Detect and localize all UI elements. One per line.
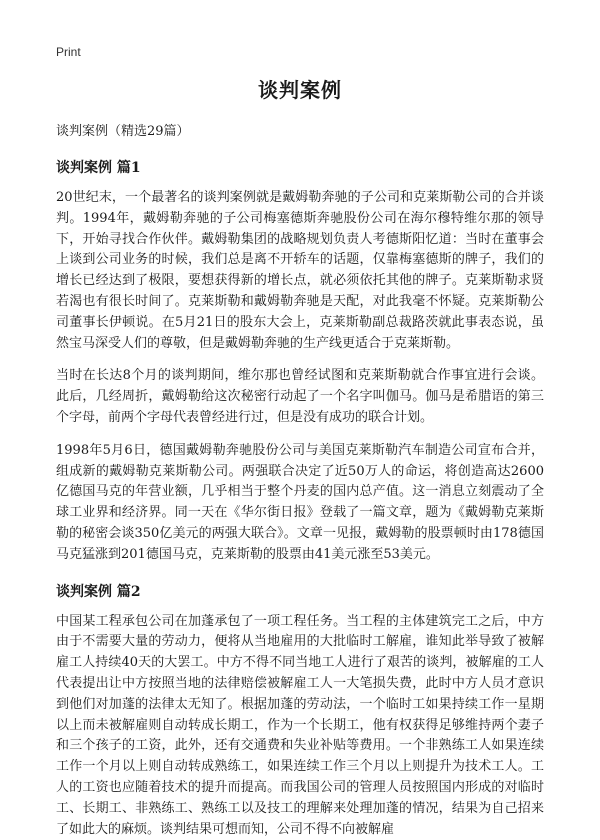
section-heading: 谈判案例 篇2 xyxy=(56,583,141,600)
page-title: 谈判案例 xyxy=(258,78,342,102)
section-heading: 谈判案例 篇1 xyxy=(56,160,141,176)
print-link[interactable]: Print xyxy=(56,45,81,59)
section-2 xyxy=(56,582,544,840)
paragraph: 1998年5月6日，德国戴姆勒奔驰股份公司与美国克莱斯勒汽车制造公司宣布合并，组成新的戴姆勒克莱斯勒公司。两强联合决定了近50万人的命运，将创造高达2600亿德国马克的年营业额，几乎相当于整个丹麦的国内总产值。这一消息立刻震动了全球工业界和经济界。同一天在《华尔街日报》登载了一篇文章，题为《戴姆勒克莱斯勒的秘密会谈350亿美元的两强大联合》。文章一见报，戴姆勒的股票顿时由178德国马克猛涨到201德国马克，克莱斯勒的股票由41美元涨至53美元。 xyxy=(56,442,544,562)
page-subtitle: 谈判案例（精选29篇） xyxy=(56,124,190,139)
section-1 xyxy=(56,158,544,566)
paragraph: 当时在长达8个月的谈判期间，维尔那也曾经试图和克莱斯勒就合作事宜进行会谈。此后，几经周折，戴姆勒给这次秘密行动起了一个名字叫伽马。伽马是希腊语的第三个字母，前两个字母代表曾经进行过，但是没有成功的联合计划。 xyxy=(56,368,544,425)
paragraph: 中国某工程承包公司在加蓬承包了一项工程任务。当工程的主体建筑完工之后，中方由于不需要大量的劳动力，便将从当地雇用的大批临时工解雇，谁知此举导致了被解雇工人持续40天的大罢工。中方不得不同当地工人进行了艰苦的谈判，被解雇的工人代表提出让中方按照当地的法律赔偿被解雇工人一大笔损失费，此时中方人员才意识到他们对加蓬的法律太无知了。根据加蓬的劳动法，一个临时工如果持续工作一星期以上而未被解雇则自动转成长期工，作为一个长期工，他有权获得足够维持两个妻子和三个孩子的工资，此外，还有交通费和失业补贴等费用。一个非熟练工人如果连续工作一个月以上则自动转成熟练工，如果连续工作三个月以上则提升为技术工人。工人的工资也应随着技术的提升而提高。而我国公司的管理人员按照国内形成的对临时工、长期工、非熟练工、熟练工以及技工的理解来处理加蓬的情况，结果为自己招来了如此大的麻烦。谈判结果可想而知，公司不得不向被解雇 xyxy=(56,613,544,837)
paragraph: 20世纪末，一个最著名的谈判案例就是戴姆勒奔驰的子公司和克莱斯勒公司的合并谈判。1994年，戴姆勒奔驰的子公司梅塞德斯奔驰股份公司在海尔穆特维尔那的领导下，开始寻找合作伙伴。戴姆勒集团的战略规划负责人考德斯阳忆道：当时在董事会上谈到公司业务的时候，我们总是离不开轿车的话题，仅靠梅塞德斯的牌子，我们的增长已经达到了极限，要想获得新的增长点，就必须依托其他的牌子。克莱斯勒求贤若渴也有很长时间了。克莱斯勒和戴姆勒奔驰是天配，对此我毫不怀疑。克莱斯勒公司董事长伊顿说。在5月21日的股东大会上，克莱斯勒副总裁路茨就此事表态说，虽然宝马深受人们的尊敬，但是戴姆勒奔驰的生产线更适合于克莱斯勒。 xyxy=(56,190,544,351)
